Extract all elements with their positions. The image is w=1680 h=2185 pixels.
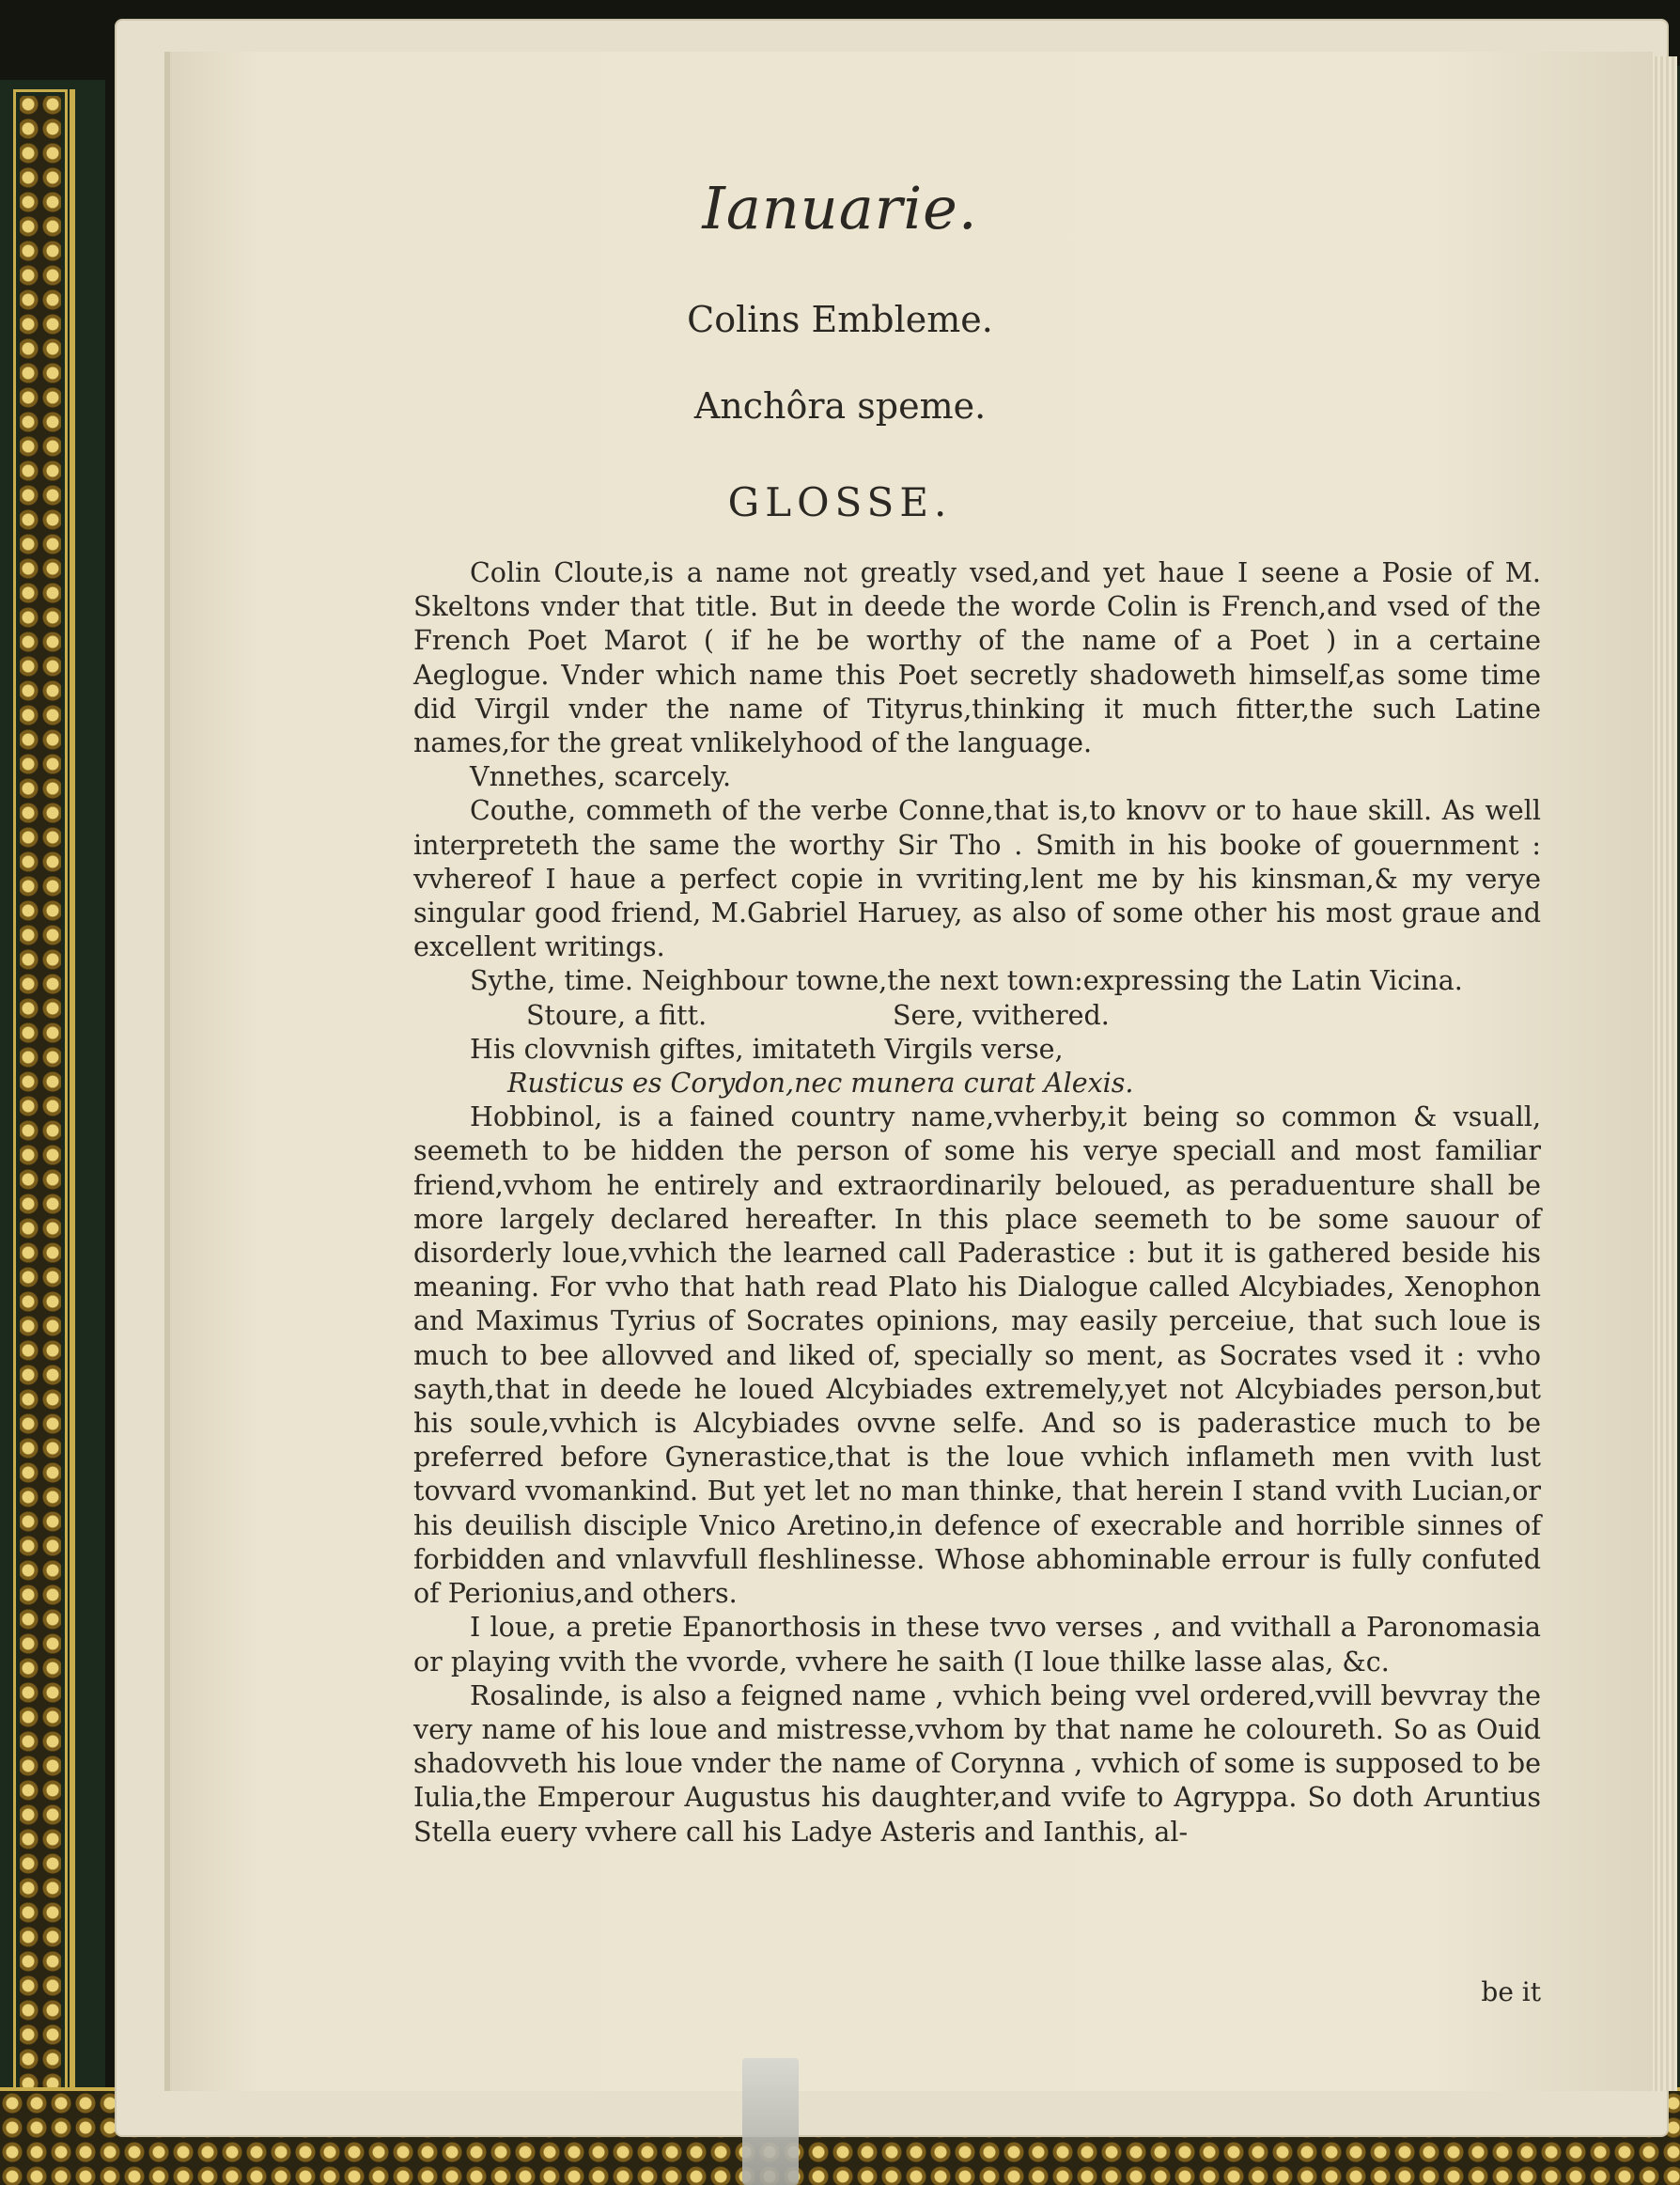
gloss-stoure-sere bbox=[413, 999, 1541, 1033]
gloss-stoure: Stoure, a fitt. bbox=[526, 999, 708, 1031]
gloss-sythe: Sythe, time. Neighbour towne,the next town:expressing the Latin Vicina. bbox=[470, 965, 1463, 997]
gloss-sere: Sere, vvithered. bbox=[893, 999, 1110, 1031]
gloss-rosalinde: Rosalinde, is also a feigned name , vvhich being vvel ordered,vvill bevvray the very name of his loue and mistresse,vvhom by that name he coloureth. So as Ouid shadovveth his loue vnder the name of Corynna , vvhich of some is supposed to be Iulia,the Emperour Augustus his daughter,and vvife to Agryppa. So doth Aruntius Stella euery vvhere call his Ladye Asteris and Ianthis, al- bbox=[413, 1679, 1541, 1848]
gloss-colin-cloute: Colin Cloute,is a name not greatly vsed,and yet haue I seene a Posie of M. Skeltons vnder that title. But in deede the worde Colin is French,and vsed of the French Poet Marot ( if he be worthy of the name of a Poet ) in a certaine Aeglogue. Vnder which name this Poet secretly shadoweth himself,as some time did Virgil vnder the name of Tityrus,thinking it much fitter,the such Latine names,for the great vnlikelyhood of the language. bbox=[413, 557, 1541, 759]
catchword: be it bbox=[1481, 1976, 1541, 2007]
gloss-clownish-giftes: His clovvnish giftes, imitateth Virgils verse, bbox=[470, 1033, 1064, 1065]
running-title: Ianuarie. bbox=[702, 174, 978, 242]
virgil-quotation: Rusticus es Corydon,nec munera curat Alexis. bbox=[507, 1068, 1134, 1100]
glosse-heading: GLOSSE. bbox=[727, 479, 953, 525]
gloss-i-loue: I loue, a pretie Epanorthosis in these tvvo verses , and vvithall a Paronomasia or playing vvith the vvorde, vvhere he saith (I loue thilke lasse alas, &c. bbox=[413, 1612, 1541, 1678]
gloss-vnnethes: Vnnethes, scarcely. bbox=[470, 761, 732, 793]
emblem-motto: Anchôra speme. bbox=[693, 385, 987, 427]
page-edges bbox=[1649, 56, 1677, 2091]
gloss-couthe: Couthe, commeth of the verbe Conne,that is,to knovv or to haue skill. As well interpreteth the same the worthy Sir Tho . Smith in his booke of gouernment : vvhereof I haue a perfect copie in vvriting,lent me by his kinsman,& my verye singular good friend, M.Gabriel Haruey, as also of some other his most graue and excellent writings. bbox=[413, 795, 1541, 963]
gloss-hobbinol: Hobbinol, is a fained country name,vvherby,it being so common & vsuall, seemeth to be hidden the person of some his verye speciall and most familiar friend,vvhom he entirely and extraordinarily beloued, as peraduenture shall be more largely declared hereafter. In this place seemeth to be some sauour of disorderly loue,vvhich the learned call Paderastice : but it is gathered beside his meaning. For vvho that hath read Plato his Dialogue called Alcybiades, Xenophon and Maximus Tyrius of Socrates opinions, may easily perceiue, that such loue is much to bee allovved and liked of, specially so ment, as Socrates vsed it : vvho sayth,that in deede he loued Alcybiades extremely,yet not Alcybiades person,but his soule,vvhich is Alcybiades ovvne selfe. And so is paderastice much to be preferred before Gynerastice,that is the loue vvhich inflameth men vvith lust tovvard vvomankind. But yet let no man thinke, that herein I stand vvith Lucian,or his deuilish disciple Vnico Aretino,in defence of execrable and horrible sinnes of forbidden and vnlavvfull fleshlinesse. Whose abhominable errour is fully confuted of Perionius,and others. bbox=[413, 1101, 1541, 1610]
glosse-body bbox=[413, 556, 1541, 1849]
emblem-heading: Colins Embleme. bbox=[687, 299, 993, 340]
page-clip bbox=[742, 2058, 799, 2185]
